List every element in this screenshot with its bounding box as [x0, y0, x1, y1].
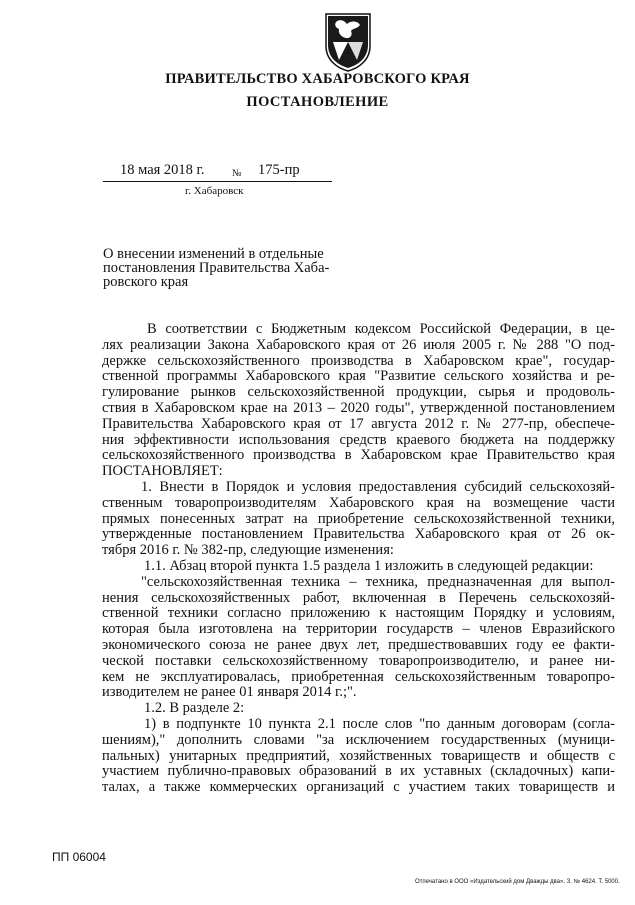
body-line: кем не эксплуатировалась, приобретенная сельскохозяйственным товаропро- — [102, 668, 615, 685]
body-line: которая была изготовлена на территории государств – членов Евразийского — [102, 621, 615, 638]
body-line: участием публично-правовых образований в их уставных (складочных) капи- — [102, 763, 615, 780]
government-title: ПРАВИТЕЛЬСТВО ХАБАРОВСКОГО КРАЯ — [165, 71, 470, 87]
date-underline — [103, 181, 332, 182]
body-line: 1) в подпункте 10 пункта 2.1 после слов "по данным договорам (согла- — [144, 715, 615, 732]
body-line: ственной техники согласно приложению к настоящим Порядку и условиям, — [102, 605, 615, 622]
body-line: талах, а также коммерческих организаций с участием таких товариществ и — [102, 779, 615, 796]
body-line: ПОСТАНОВЛЯЕТ: — [102, 463, 223, 480]
body-line: ственным товаропроизводителям Хабаровского края на возмещение части — [102, 494, 615, 511]
document-number: 175-пр — [258, 162, 300, 178]
body-line: прямых понесенных затрат на приобретение сельскохозяйственной техники, — [102, 510, 615, 527]
document-subject — [103, 247, 329, 289]
document-type: ПОСТАНОВЛЕНИЕ — [246, 94, 389, 110]
body-line: пальных) унитарных предприятий, хозяйственных товариществ и обществ с — [102, 747, 615, 764]
document-code: ПП 06004 — [52, 850, 106, 864]
body-line: ствия в Хабаровском крае на 2013 – 2020 годы", утвержденной постановлением — [102, 399, 615, 416]
body-line: 1.2. В разделе 2: — [144, 700, 245, 717]
body-line: ческой поставки сельскохозяйственному товаропроизводителю, и ранее ни- — [102, 652, 615, 669]
body-line: В соответствии с Бюджетным кодексом Российской Федерации, в це- — [147, 321, 615, 337]
body-line: лях реализации Закона Хабаровского края от 26 июля 2005 г. № 288 "О под- — [102, 336, 615, 353]
body-line: ния эффективности использования средств краевого бюджета на поддержку — [102, 431, 615, 448]
subject-line: ровского края — [103, 274, 189, 290]
body-line: 1.1. Абзац второй пункта 1.5 раздела 1 изложить в следующей редакции: — [144, 557, 594, 574]
body-line: "сельскохозяйственная техника – техника, предназначенная для выпол- — [141, 573, 615, 590]
document-city: г. Хабаровск — [185, 185, 244, 197]
body-line: Правительства Хабаровского края от 17 августа 2012 г. № 277-пр, обеспече- — [102, 415, 615, 432]
body-line: экономического союза не ранее двух лет, предшествовавших году ее факти- — [102, 636, 615, 653]
body-line: сельскохозяйственного производства в Хабаровском крае Правительство края — [102, 447, 615, 464]
body-line: ственной программы Хабаровского края "Развитие сельского хозяйства и ре- — [102, 368, 615, 385]
body-line: 1. Внести в Порядок и условия предоставления субсидий сельскохозяй- — [141, 478, 615, 495]
body-line: тября 2016 г. № 382-пр, следующие изменения: — [102, 542, 394, 559]
body-line: держке сельскохозяйственного производства в Хабаровском крае", государ- — [102, 352, 615, 369]
body-line: гулирование рынков сельскохозяйственной продукции, сырья и продоволь- — [102, 384, 615, 401]
document-date: 18 мая 2018 г. — [120, 162, 205, 178]
body-line: шениям)," дополнить словами "за исключением государственных (муници- — [102, 731, 615, 748]
subject-line: постановления Правительства Хаба- — [103, 260, 330, 276]
body-line: изводителем не ранее 01 января 2014 г.;". — [102, 684, 357, 701]
number-sign: № — [232, 168, 242, 179]
body-line: утвержденные постановлением Правительства Хабаровского края от 26 ок- — [102, 526, 615, 543]
coat-of-arms-icon — [323, 12, 373, 72]
document-body — [102, 322, 615, 796]
printer-imprint: Отпечатано в ООО «Издательский дом Дважды два». З. № 4624. Т. 5000. — [415, 879, 620, 885]
subject-line: О внесении изменений в отдельные — [103, 246, 324, 262]
body-line: нения сельскохозяйственных работ, включенная в Перечень сельскохозяй- — [102, 589, 615, 606]
